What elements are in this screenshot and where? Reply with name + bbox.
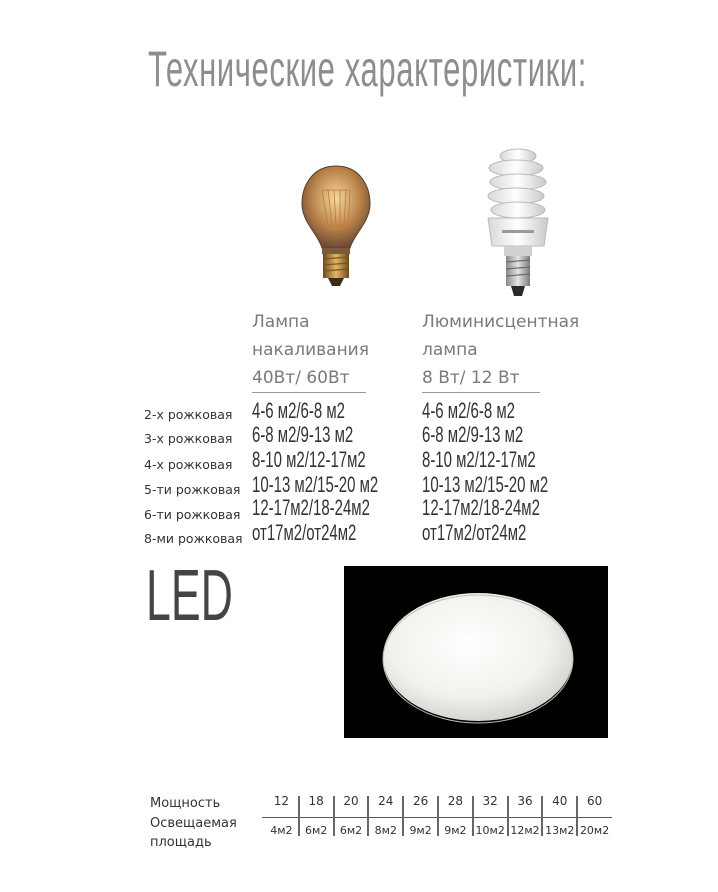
incandescent-header-rule <box>252 392 366 393</box>
incandescent-bulb-image <box>298 160 374 290</box>
fluorescent-value: 10-13 м2/15-20 м2 <box>422 472 549 497</box>
power-value: 26 <box>412 794 429 808</box>
scale-tick <box>541 796 543 836</box>
scale-tick <box>472 796 474 836</box>
area-value: 6м2 <box>305 824 328 837</box>
incandescent-value: 12-17м2/18-24м2 <box>252 495 370 520</box>
scale-tick <box>298 796 300 836</box>
power-value: 36 <box>517 794 533 808</box>
row-label: 6-ти рожковая <box>144 507 241 522</box>
fluorescent-value: 8-10 м2/12-17м2 <box>422 447 536 472</box>
led-fixture-image <box>344 566 608 738</box>
scale-tick <box>507 796 509 836</box>
area-value: 13м2 <box>545 824 575 837</box>
power-value: 12 <box>273 794 290 808</box>
area-value: 9м2 <box>444 824 467 837</box>
area-label-line1: Освещаемая <box>150 816 237 831</box>
power-value: 20 <box>343 794 359 808</box>
incandescent-header-line3: 40Вт/ 60Вт <box>252 368 350 388</box>
incandescent-header-line1: Лампа <box>252 312 310 332</box>
area-value: 12м2 <box>510 824 540 837</box>
row-label: 5-ти рожковая <box>144 482 241 497</box>
page-title: Технические характеристики: <box>148 41 587 97</box>
incandescent-value: 6-8 м2/9-13 м2 <box>252 422 354 447</box>
incandescent-value: 8-10 м2/12-17м2 <box>252 447 366 472</box>
area-value: 4м2 <box>270 824 293 837</box>
area-value: 10м2 <box>475 824 505 837</box>
incandescent-value: от17м2/от24м2 <box>252 520 357 545</box>
incandescent-header <box>252 308 369 392</box>
scale-tick <box>367 796 369 836</box>
fluorescent-value: 4-6 м2/6-8 м2 <box>422 398 515 423</box>
area-value: 8м2 <box>374 824 397 837</box>
scale-tick <box>576 796 578 836</box>
power-label: Мощность <box>150 796 221 811</box>
fluorescent-header-line1: Люминисцентная <box>422 312 580 332</box>
fluorescent-header-line2: лампа <box>422 340 478 360</box>
area-value: 6м2 <box>339 824 363 837</box>
power-value: 32 <box>482 794 498 808</box>
incandescent-value: 4-6 м2/6-8 м2 <box>252 398 345 423</box>
row-label: 8-ми рожковая <box>144 531 243 546</box>
row-label: 4-х рожковая <box>144 457 233 472</box>
power-value: 60 <box>586 794 603 808</box>
area-value: 9м2 <box>409 824 432 837</box>
fluorescent-header-line3: 8 Вт/ 12 Вт <box>422 368 520 388</box>
fluorescent-header-rule <box>422 392 540 393</box>
scale-tick <box>333 796 335 836</box>
led-fixture-photo <box>344 566 608 738</box>
fluorescent-header <box>422 308 579 392</box>
power-value: 24 <box>378 794 394 808</box>
led-title: LED <box>146 556 233 636</box>
fluorescent-value: от17м2/от24м2 <box>422 520 527 545</box>
fluorescent-value: 6-8 м2/9-13 м2 <box>422 422 524 447</box>
power-value: 18 <box>308 794 324 808</box>
power-value: 40 <box>552 794 568 808</box>
scale-tick <box>437 796 439 836</box>
area-label-line2: площадь <box>150 835 212 850</box>
scale-tick <box>402 796 404 836</box>
fluorescent-bulb-image <box>480 146 556 306</box>
area-value: 20м2 <box>579 824 610 837</box>
fluorescent-value: 12-17м2/18-24м2 <box>422 495 540 520</box>
incandescent-header-line2: накаливания <box>252 340 369 360</box>
row-label: 2-х рожковая <box>144 407 233 422</box>
power-value: 28 <box>447 794 464 808</box>
incandescent-value: 10-13 м2/15-20 м2 <box>252 472 379 497</box>
row-label: 3-х рожковая <box>144 431 233 446</box>
